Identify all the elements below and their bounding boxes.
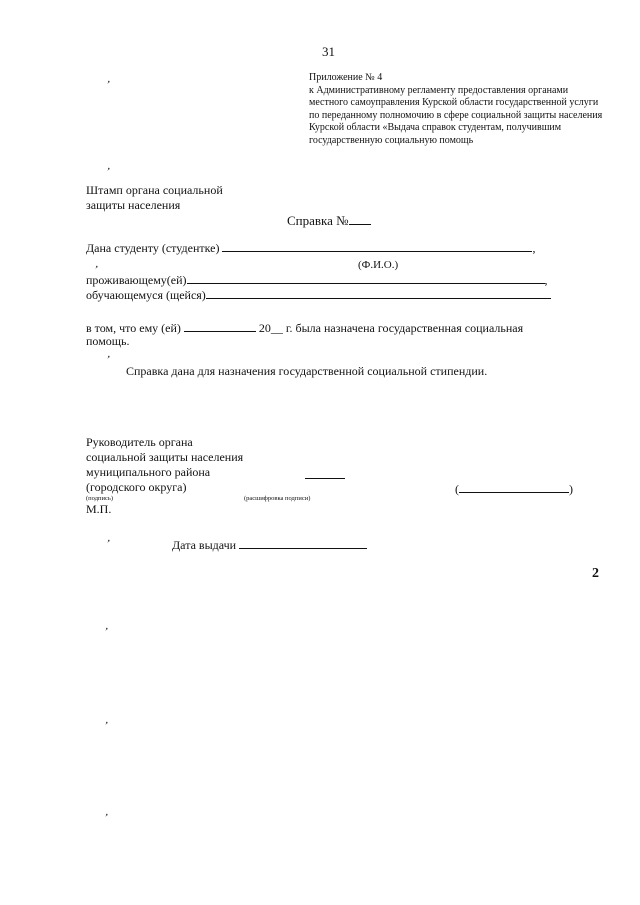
studying-line bbox=[86, 287, 551, 303]
scan-mark: , bbox=[104, 713, 110, 727]
signature-line-2: социальной защиты населения bbox=[86, 450, 244, 464]
fio-label: (Ф.И.О.) bbox=[358, 259, 399, 271]
decode-field-line bbox=[459, 481, 569, 493]
assigned-line bbox=[86, 320, 523, 336]
decode-note: (расшифровка подписи) bbox=[244, 495, 311, 502]
footer-number: 2 bbox=[592, 566, 599, 581]
date-field bbox=[184, 320, 256, 332]
stamp-line-2: защиты населения bbox=[86, 198, 181, 212]
studying-label: обучающемуся (щейся) bbox=[86, 288, 206, 302]
appendix-text: к Административному регламенту предоставления органами местного самоуправления Курской области государственной услуги по переданному полномочию в сфере социальной защиты населения Курской области «Выдача справок студентам, получившим государственную социальную помощь bbox=[309, 84, 603, 146]
scan-mark: , bbox=[104, 619, 110, 633]
mp-label: М.П. bbox=[86, 502, 112, 516]
living-label: проживающему(ей) bbox=[86, 273, 187, 287]
student-label: Дана студенту (студентке) bbox=[86, 241, 220, 255]
stamp-line-1: Штамп органа социальной bbox=[86, 183, 223, 197]
decode-field: ( ) bbox=[455, 482, 573, 496]
scan-mark: , bbox=[104, 805, 110, 819]
issue-date-field bbox=[239, 537, 367, 549]
issue-date-label: Дата выдачи bbox=[172, 538, 237, 552]
signature-line-1: Руководитель органа bbox=[86, 435, 193, 449]
appendix-block bbox=[309, 72, 609, 147]
help-text: помощь. bbox=[86, 334, 130, 348]
sign-note: (подпись) bbox=[86, 495, 113, 502]
signature-line-4: (городского округа) bbox=[86, 480, 187, 494]
that-text: в том, что ему (ей) bbox=[86, 321, 181, 335]
sign-line bbox=[305, 478, 345, 479]
scan-mark: , bbox=[106, 531, 112, 545]
scan-mark: , bbox=[94, 257, 100, 271]
scan-mark: , bbox=[106, 159, 112, 173]
year-text: 20__ г. была назначена государственная социальная bbox=[258, 321, 524, 335]
certificate-title bbox=[287, 213, 371, 229]
certificate-title-text: Справка № bbox=[287, 213, 349, 228]
scan-mark: , bbox=[106, 347, 112, 361]
scan-mark: , bbox=[106, 72, 112, 86]
student-line: Дана студенту (студентке) , bbox=[86, 241, 536, 255]
purpose-text: Справка дана для назначения государственной социальной стипендии. bbox=[126, 364, 488, 378]
student-field bbox=[222, 240, 532, 252]
certificate-number-field bbox=[349, 213, 371, 225]
issue-date-line bbox=[172, 537, 367, 553]
page-number: 31 bbox=[322, 44, 335, 59]
signature-block bbox=[86, 435, 243, 495]
stamp-block bbox=[86, 183, 223, 213]
signature-line-3: муниципального района bbox=[86, 465, 211, 479]
living-line: проживающему(ей) , bbox=[86, 273, 548, 287]
studying-field bbox=[206, 287, 551, 299]
living-field bbox=[187, 272, 545, 284]
appendix-title: Приложение № 4 bbox=[309, 72, 383, 83]
